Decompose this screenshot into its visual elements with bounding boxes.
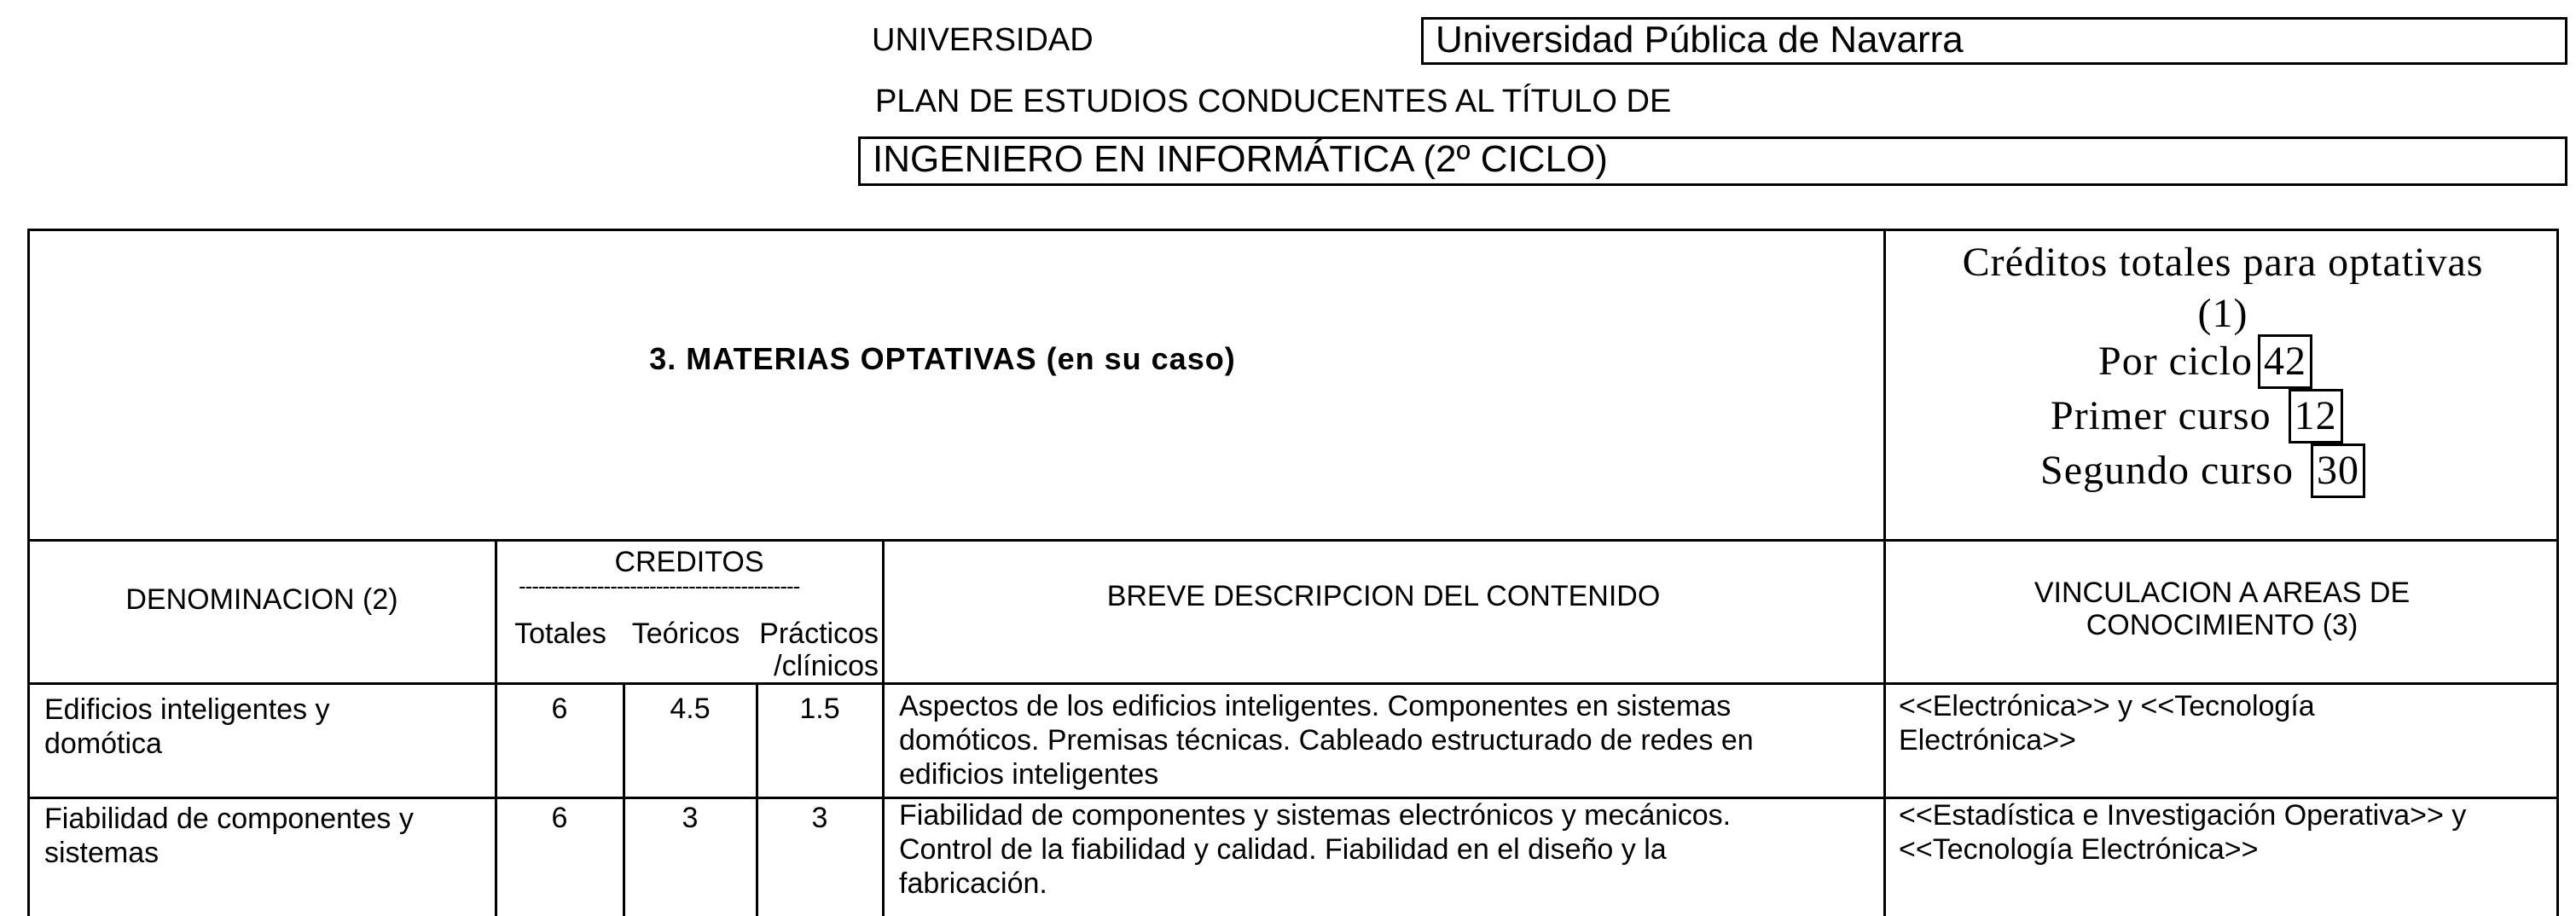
row1-denominacion-line1: Edificios inteligentes y (44, 693, 330, 726)
segundo-curso-row (2040, 444, 2365, 498)
primer-curso-value: 12 (2289, 389, 2343, 444)
row2-descripcion-line1: Fiabilidad de componentes y sistemas electrónicos y mecánicos. (899, 799, 1732, 832)
table-row-2-vinculacion (1899, 798, 2561, 867)
por-ciclo-label: Por ciclo (2098, 339, 2253, 384)
row2-denominacion-line2: sistemas (44, 837, 160, 869)
col-practicos-line2: /clínicos (774, 650, 879, 682)
segundo-curso-label: Segundo curso (2040, 448, 2294, 493)
col-descripcion-header: BREVE DESCRIPCION DEL CONTENIDO (1106, 580, 1661, 612)
col-vinculacion-line1: VINCULACION A AREAS DE (2034, 577, 2411, 609)
row2-vinculacion-line1: <<Estadística e Investigación Operativa>> y (1899, 799, 2467, 832)
por-ciclo-row (2098, 334, 2312, 389)
section-divider (27, 539, 2559, 542)
col-vinculacion-line2: CONOCIMIENTO (3) (2086, 609, 2358, 641)
col-denominacion-header: DENOMINACION (2) (125, 583, 398, 616)
universidad-label: UNIVERSIDAD (872, 22, 1094, 58)
col-practicos-line1: Prácticos (759, 617, 879, 650)
col-vinculacion-header (1885, 577, 2559, 641)
table-row-1-denominacion (44, 693, 488, 761)
col-divider-vinculacion (1883, 229, 1886, 916)
header-row-divider (27, 682, 2559, 685)
table-row-2-totales: 6 (551, 802, 568, 834)
plan-label: PLAN DE ESTUDIOS CONDUCENTES AL TÍTULO DE (875, 84, 1672, 119)
row1-vinculacion-line1: <<Electrónica>> y <<Tecnología (1899, 690, 2315, 722)
optativas-title-line2: (1) (2197, 291, 2248, 336)
table-row-1-teoricos: 4.5 (670, 693, 711, 725)
universidad-value-box (1421, 17, 2567, 65)
col-creditos-header: CREDITOS (614, 546, 764, 578)
row1-descripcion-line2: domóticos. Premisas técnicas. Cableado estructurado de redes en (899, 724, 1754, 757)
table-row-1-descripcion (899, 689, 1880, 791)
table-row-1-vinculacion (1899, 689, 2556, 757)
row2-denominacion-line1: Fiabilidad de componentes y (44, 803, 414, 835)
universidad-value: Universidad Pública de Navarra (1436, 19, 1964, 61)
col-totales-header: Totales (514, 617, 606, 650)
section-title: 3. MATERIAS OPTATIVAS (en su caso) (649, 341, 1236, 376)
row1-vinculacion-line2: Electrónica>> (1899, 724, 2076, 757)
primer-curso-label: Primer curso (2051, 393, 2271, 438)
table-row-2-practicos: 3 (811, 802, 828, 834)
table-row-2-denominacion (44, 802, 495, 870)
por-ciclo-value: 42 (2258, 334, 2312, 389)
segundo-curso-value: 30 (2311, 444, 2365, 498)
col-practicos-header (751, 617, 884, 682)
row2-descripcion-line3: fabricación. (899, 867, 1047, 900)
table-row-2-descripcion (899, 798, 1880, 901)
primer-curso-row (2051, 389, 2343, 444)
optativas-title-line1: Créditos totales para optativas (1962, 240, 2484, 285)
col-divider-denominacion (495, 539, 497, 916)
table-row-1-totales: 6 (551, 693, 568, 725)
titulo-value-box (858, 136, 2567, 186)
titulo-value: INGENIERO EN INFORMÁTICA (2º CICLO) (873, 138, 1608, 180)
row1-denominacion-line2: domótica (44, 728, 162, 760)
col-teoricos-header: Teóricos (631, 617, 740, 650)
row1-descripcion-line3: edificios inteligentes (899, 758, 1159, 791)
row1-descripcion-line1: Aspectos de los edificios inteligentes. Componentes en sistemas (899, 690, 1732, 722)
row2-vinculacion-line2: <<Tecnología Electrónica>> (1899, 833, 2259, 866)
col-creditos-rule: ------------------------------------------- (519, 573, 800, 599)
table-row-1-practicos: 1.5 (799, 693, 840, 725)
row2-descripcion-line2: Control de la fiabilidad y calidad. Fiabilidad en el diseño y la (899, 833, 1667, 866)
table-row-2-teoricos: 3 (682, 802, 699, 834)
